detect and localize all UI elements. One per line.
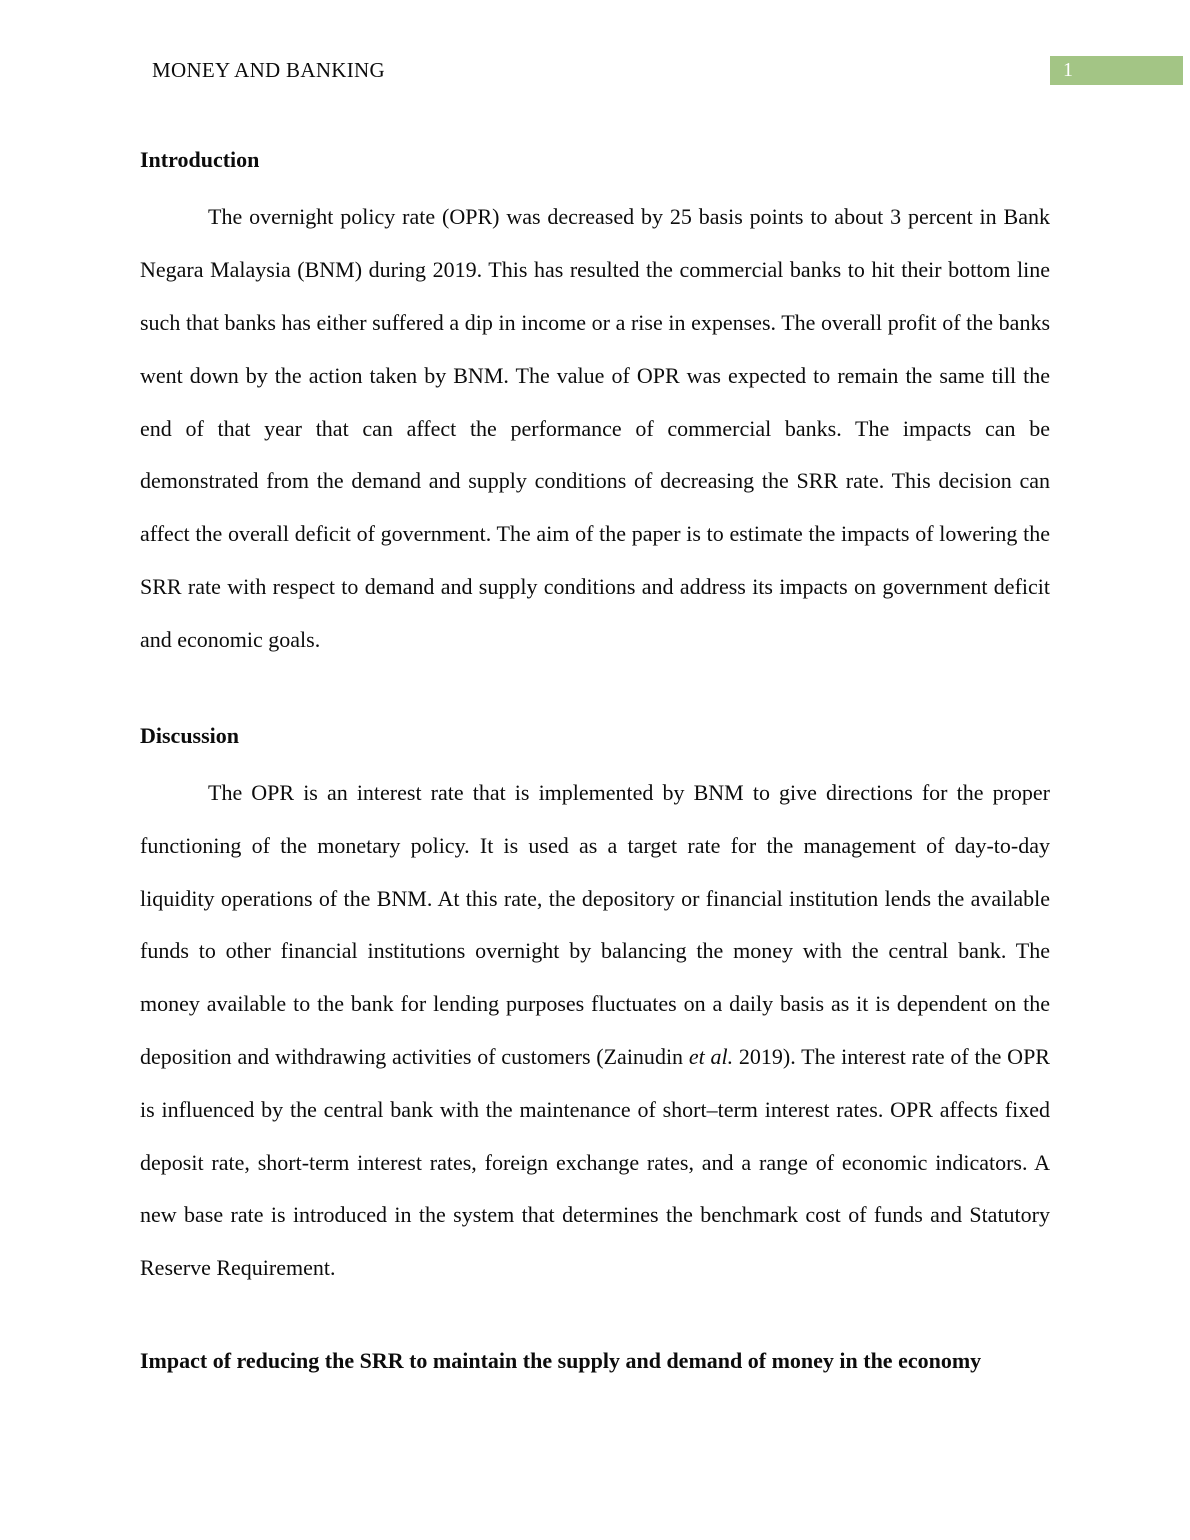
- discussion-heading: Discussion: [140, 722, 240, 748]
- introduction-heading: Introduction: [140, 147, 260, 172]
- discussion-paragraph-citation-italic: et al.: [688, 1043, 734, 1069]
- introduction-paragraph: The overnight policy rate (OPR) was decreased by 25 basis points to about 3 percent in Bank Negara Malaysia (BNM) during 2019. This has resulted the commercial banks to hit their bottom line such that banks has either suffered a dip in income or a rise in expenses. The overall profit of the banks went down by the action taken by BNM. The value of OPR was expected to remain the same till the end of that year that can affect the performance of commercial banks. The impacts can be demonstrated from the demand and supply conditions of decreasing the SRR rate. This decision can affect the overall deficit of government. The aim of the paper is to estimate the impacts of lowering the SRR rate with respect to demand and supply conditions and address its impacts on government deficit and economic goals.: [140, 204, 1050, 652]
- discussion-paragraph-pre: The OPR is an interest rate that is implemented by BNM to give directions for the proper functioning of the monetary policy. It is used as a target rate for the management of day-to-day liquidity operations of the BNM. At this rate, the depository or financial institution lends the available funds to other financial institutions overnight by balancing the money with the central bank. The money available to the bank for lending purposes fluctuates on a daily basis as it is dependent on the deposition and withdrawing activities of customers (Zainudin: [140, 779, 1050, 1069]
- page-number-badge: [1050, 56, 1183, 85]
- discussion-paragraph-post: 2019). The interest rate of the OPR is influenced by the central bank with the maintenance of short–term interest rates. OPR affects fixed deposit rate, short-term interest rates, foreign exchange rates, and a range of economic indicators. A new base rate is introduced in the system that determines the benchmark cost of funds and Statutory Reserve Requirement.: [140, 1043, 1050, 1281]
- discussion-paragraph: [140, 767, 1050, 1295]
- page-number: 1: [1063, 59, 1073, 81]
- page-header: [140, 55, 1073, 91]
- running-head-title: MONEY AND BANKING: [152, 58, 385, 82]
- impact-section-heading: Impact of reducing the SRR to maintain the supply and demand of money in the economy: [140, 1347, 982, 1373]
